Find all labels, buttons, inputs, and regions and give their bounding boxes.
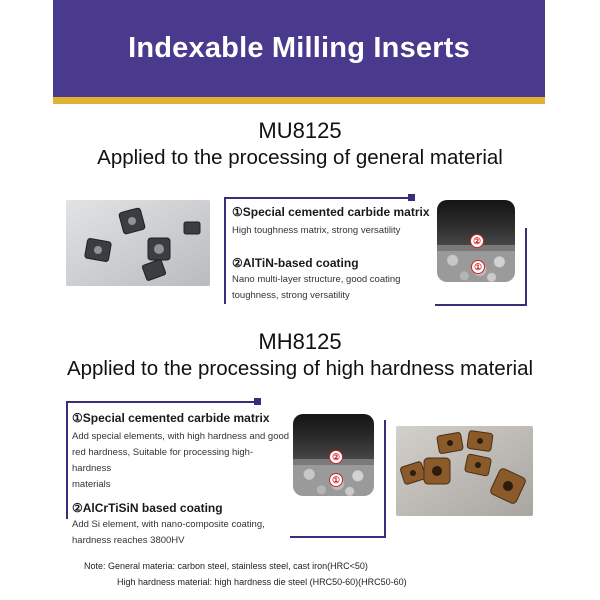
mh8125-frame-right bbox=[384, 420, 386, 538]
mh8125-microstructure-image bbox=[293, 414, 374, 496]
mh8125-feature-1-heading: ①Special cemented carbide matrix bbox=[72, 411, 270, 425]
mu8125-frame-left bbox=[224, 197, 226, 304]
product-model-mh8125: MH8125 bbox=[258, 329, 342, 354]
coating-layer-marker: ② bbox=[470, 234, 484, 248]
page-banner bbox=[53, 0, 545, 97]
mu8125-frame-right bbox=[525, 228, 527, 306]
substrate-layer-marker: ① bbox=[471, 260, 485, 274]
mu8125-frame-corner bbox=[408, 194, 415, 201]
substrate-layer-marker: ① bbox=[329, 473, 343, 487]
mh8125-frame-left bbox=[66, 401, 68, 519]
banner-accent-line bbox=[53, 97, 545, 104]
note-high-hardness-material: High hardness material: high hardness die steel (HRC50-60)(HRC50-60) bbox=[117, 577, 407, 587]
mu8125-frame-bottom bbox=[435, 304, 527, 306]
product-subtitle-mu8125: Applied to the processing of general material bbox=[97, 146, 503, 169]
mh8125-frame-bottom bbox=[290, 536, 386, 538]
mu8125-feature-2-heading: ②AlTiN-based coating bbox=[232, 256, 359, 270]
product-subtitle-mh8125: Applied to the processing of high hardness material bbox=[66, 357, 534, 380]
mh8125-feature-2-text: Add Si element, with nano-composite coating, hardness reaches 3800HV bbox=[72, 519, 265, 546]
product-model-mu8125: MU8125 bbox=[258, 118, 342, 143]
mu8125-inserts-photo bbox=[66, 200, 210, 286]
mu8125-microstructure-image bbox=[437, 200, 515, 282]
mu8125-feature-2-text: Nano multi-layer structure, good coating toughness, strong versatility bbox=[232, 274, 401, 301]
coating-layer-marker: ② bbox=[329, 450, 343, 464]
mh8125-inserts-photo bbox=[396, 426, 533, 516]
note-general-material: Note: General materia: carbon steel, stainless steel, cast iron(HRC<50) bbox=[84, 561, 368, 571]
mh8125-feature-2-heading: ②AlCrTiSiN based coating bbox=[72, 501, 223, 515]
mh8125-feature-1-text: Add special elements, with high hardness and good red hardness, Suitable for processing high-hardness materials bbox=[72, 431, 290, 490]
banner-title: Indexable Milling Inserts bbox=[128, 32, 470, 64]
mu8125-feature-1-heading: ①Special cemented carbide matrix bbox=[232, 205, 430, 219]
mu8125-feature-1-text: High toughness matrix, strong versatility bbox=[232, 225, 401, 236]
mu8125-frame-top bbox=[224, 197, 412, 199]
mh8125-frame-top bbox=[68, 401, 258, 403]
